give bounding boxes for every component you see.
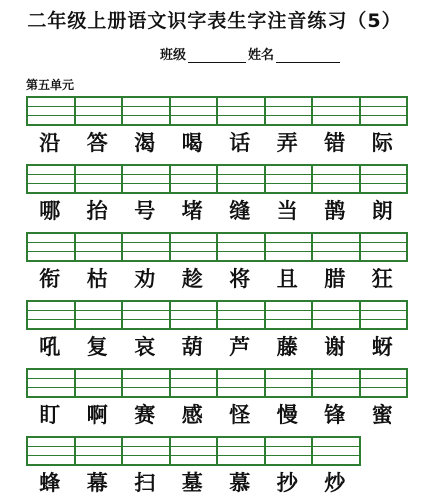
pinyin-box[interactable]	[361, 232, 409, 262]
class-blank[interactable]	[188, 49, 246, 63]
hanzi-character: 盯	[39, 403, 61, 427]
pinyin-box[interactable]	[313, 368, 361, 398]
pinyin-grid	[26, 96, 408, 126]
pinyin-box[interactable]	[171, 368, 219, 398]
name-blank[interactable]	[276, 49, 340, 63]
pinyin-box[interactable]	[28, 164, 76, 194]
pinyin-box[interactable]	[123, 436, 171, 466]
practice-row	[26, 300, 408, 359]
hanzi-character: 答	[86, 131, 108, 155]
hanzi-character: 当	[276, 199, 298, 223]
hanzi-character: 抬	[86, 199, 108, 223]
hanzi-character: 话	[229, 131, 251, 155]
hanzi-character: 将	[229, 267, 251, 291]
hanzi-character: 狂	[371, 267, 393, 291]
pinyin-box[interactable]	[123, 300, 171, 330]
hanzi-character: 扫	[134, 471, 156, 495]
hanzi-character: 际	[371, 131, 393, 155]
pinyin-box[interactable]	[171, 436, 219, 466]
hanzi-character: 弄	[276, 131, 298, 155]
pinyin-box[interactable]	[266, 436, 314, 466]
hanzi-character: 哪	[39, 199, 61, 223]
pinyin-box[interactable]	[28, 436, 76, 466]
pinyin-box[interactable]	[266, 164, 314, 194]
pinyin-box[interactable]	[28, 300, 76, 330]
hanzi-character: 蚜	[371, 335, 393, 359]
pinyin-box[interactable]	[218, 232, 266, 262]
hanzi-character: 朗	[371, 199, 393, 223]
hanzi-character: 炒	[324, 471, 346, 495]
pinyin-box[interactable]	[361, 96, 409, 126]
hanzi-character: 芦	[229, 335, 251, 359]
pinyin-box[interactable]	[76, 300, 124, 330]
character-row	[26, 199, 408, 223]
pinyin-box[interactable]	[313, 300, 361, 330]
hanzi-character: 感	[181, 403, 203, 427]
hanzi-character: 谢	[324, 335, 346, 359]
hanzi-character: 墓	[181, 471, 203, 495]
practice-row	[26, 232, 408, 291]
pinyin-box[interactable]	[266, 96, 314, 126]
pinyin-box[interactable]	[266, 300, 314, 330]
hanzi-character: 吼	[39, 335, 61, 359]
pinyin-box[interactable]	[28, 232, 76, 262]
pinyin-grid	[26, 164, 408, 194]
pinyin-box[interactable]	[313, 164, 361, 194]
hanzi-character: 号	[134, 199, 156, 223]
hanzi-character: 渴	[134, 131, 156, 155]
pinyin-grid	[26, 368, 408, 398]
practice-row	[26, 164, 408, 223]
practice-row	[26, 96, 408, 155]
pinyin-box[interactable]	[171, 164, 219, 194]
pinyin-grid	[26, 232, 408, 262]
pinyin-box[interactable]	[76, 164, 124, 194]
pinyin-box[interactable]	[313, 436, 361, 466]
unit-label: 第五单元	[26, 78, 75, 92]
hanzi-character: 抄	[276, 471, 298, 495]
pinyin-box[interactable]	[28, 368, 76, 398]
hanzi-character: 腊	[324, 267, 346, 291]
pinyin-box[interactable]	[123, 96, 171, 126]
hanzi-character: 劝	[134, 267, 156, 291]
pinyin-box[interactable]	[171, 300, 219, 330]
hanzi-character: 趁	[181, 267, 203, 291]
pinyin-box[interactable]	[266, 368, 314, 398]
pinyin-box[interactable]	[218, 300, 266, 330]
pinyin-box[interactable]	[123, 232, 171, 262]
pinyin-grid	[26, 300, 408, 330]
pinyin-box[interactable]	[218, 96, 266, 126]
pinyin-box[interactable]	[313, 232, 361, 262]
pinyin-box[interactable]	[76, 436, 124, 466]
character-row	[26, 471, 361, 495]
hanzi-character: 枯	[86, 267, 108, 291]
hanzi-character: 哀	[134, 335, 156, 359]
pinyin-box[interactable]	[123, 164, 171, 194]
pinyin-box[interactable]	[171, 96, 219, 126]
student-info	[160, 44, 342, 63]
pinyin-box[interactable]	[76, 232, 124, 262]
hanzi-character: 鹊	[324, 199, 346, 223]
pinyin-box[interactable]	[313, 96, 361, 126]
name-label: 姓名	[248, 48, 275, 63]
hanzi-character: 蜜	[371, 403, 393, 427]
hanzi-character: 沿	[39, 131, 61, 155]
character-row	[26, 403, 408, 427]
hanzi-character: 且	[276, 267, 298, 291]
hanzi-character: 堵	[181, 199, 203, 223]
hanzi-character: 喝	[181, 131, 203, 155]
hanzi-character: 缝	[229, 199, 251, 223]
hanzi-character: 错	[324, 131, 346, 155]
hanzi-character: 藤	[276, 335, 298, 359]
hanzi-character: 慢	[276, 403, 298, 427]
class-label: 班级	[160, 48, 187, 63]
hanzi-character: 啊	[86, 403, 108, 427]
hanzi-character: 慕	[229, 471, 251, 495]
hanzi-character: 蜂	[39, 471, 61, 495]
hanzi-character: 怪	[229, 403, 251, 427]
pinyin-box[interactable]	[76, 368, 124, 398]
hanzi-character: 幕	[86, 471, 108, 495]
practice-row	[26, 436, 361, 495]
character-row	[26, 335, 408, 359]
pinyin-box[interactable]	[361, 164, 409, 194]
pinyin-box[interactable]	[218, 164, 266, 194]
pinyin-box[interactable]	[76, 96, 124, 126]
pinyin-box[interactable]	[28, 96, 76, 126]
pinyin-box[interactable]	[171, 232, 219, 262]
practice-row	[26, 368, 408, 427]
hanzi-character: 复	[86, 335, 108, 359]
pinyin-box[interactable]	[123, 368, 171, 398]
hanzi-character: 赛	[134, 403, 156, 427]
pinyin-box[interactable]	[218, 436, 266, 466]
hanzi-character: 衔	[39, 267, 61, 291]
pinyin-box[interactable]	[361, 300, 409, 330]
pinyin-box[interactable]	[361, 368, 409, 398]
pinyin-grid	[26, 436, 361, 466]
hanzi-character: 锋	[324, 403, 346, 427]
worksheet-title: 二年级上册语文识字表生字注音练习（5）	[27, 10, 402, 32]
character-row	[26, 267, 408, 291]
hanzi-character: 葫	[181, 335, 203, 359]
character-row	[26, 131, 408, 155]
pinyin-box[interactable]	[266, 232, 314, 262]
pinyin-box[interactable]	[218, 368, 266, 398]
